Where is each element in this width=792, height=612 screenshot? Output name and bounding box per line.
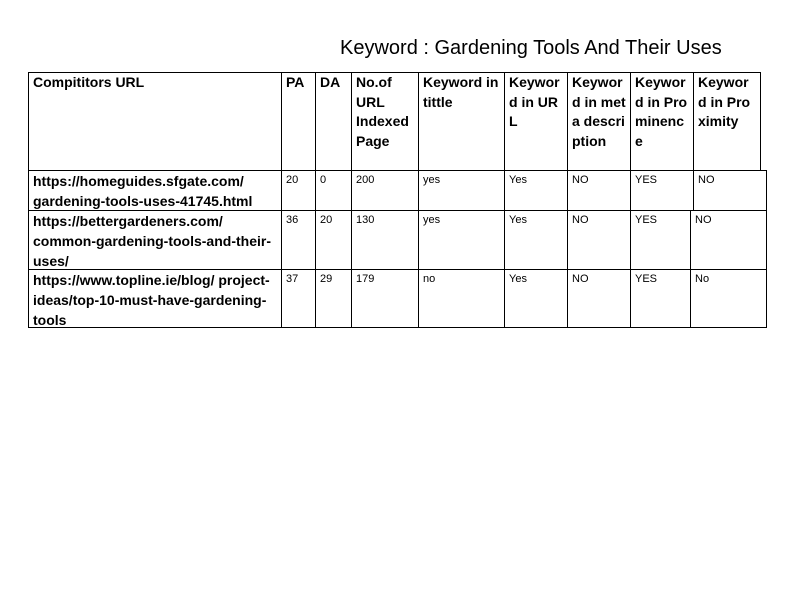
- row1-url: https://homeguides.sfgate.com/ gardening-tools-uses-41745.html: [28, 170, 282, 211]
- header-da: DA: [315, 72, 352, 171]
- row2-da: 20: [315, 210, 352, 270]
- row3-url: https://www.topline.ie/blog/ project-ideas/top-10-must-have-gardening-tools: [28, 269, 282, 328]
- row1-keyword-prominence: YES: [630, 170, 694, 211]
- header-competitors-url: Compititors URL: [28, 72, 282, 171]
- row1-keyword-title: yes: [418, 170, 505, 211]
- header-indexed-pages: No.of URL Indexed Page: [351, 72, 419, 171]
- row1-pa: 20: [281, 170, 316, 211]
- row1-keyword-proximity: NO: [693, 170, 767, 211]
- row3-keyword-title: no: [418, 269, 505, 328]
- header-keyword-in-prominence: Keyword in Prominence: [630, 72, 694, 171]
- header-keyword-in-proximity: Keyword in Proximity: [693, 72, 761, 171]
- row2-indexed: 130: [351, 210, 419, 270]
- row3-keyword-meta: NO: [567, 269, 631, 328]
- row1-keyword-meta: NO: [567, 170, 631, 211]
- row3-keyword-url: Yes: [504, 269, 568, 328]
- header-keyword-in-meta: Keyword in meta description: [567, 72, 631, 171]
- row1-indexed: 200: [351, 170, 419, 211]
- page-title: Keyword : Gardening Tools And Their Uses: [340, 37, 722, 59]
- row2-pa: 36: [281, 210, 316, 270]
- row3-keyword-prominence: YES: [630, 269, 691, 328]
- row3-pa: 37: [281, 269, 316, 328]
- row3-da: 29: [315, 269, 352, 328]
- header-pa: PA: [281, 72, 316, 171]
- row3-keyword-proximity: No: [690, 269, 767, 328]
- row2-keyword-title: yes: [418, 210, 505, 270]
- row2-url: https://bettergardeners.com/ common-gardening-tools-and-their-uses/: [28, 210, 282, 270]
- row2-keyword-url: Yes: [504, 210, 568, 270]
- row2-keyword-meta: NO: [567, 210, 631, 270]
- row3-indexed: 179: [351, 269, 419, 328]
- row1-da: 0: [315, 170, 352, 211]
- row2-keyword-proximity: NO: [690, 210, 767, 270]
- header-keyword-in-title: Keyword in tittle: [418, 72, 505, 171]
- row1-keyword-url: Yes: [504, 170, 568, 211]
- row2-keyword-prominence: YES: [630, 210, 691, 270]
- header-keyword-in-url: Keyword in URL: [504, 72, 568, 171]
